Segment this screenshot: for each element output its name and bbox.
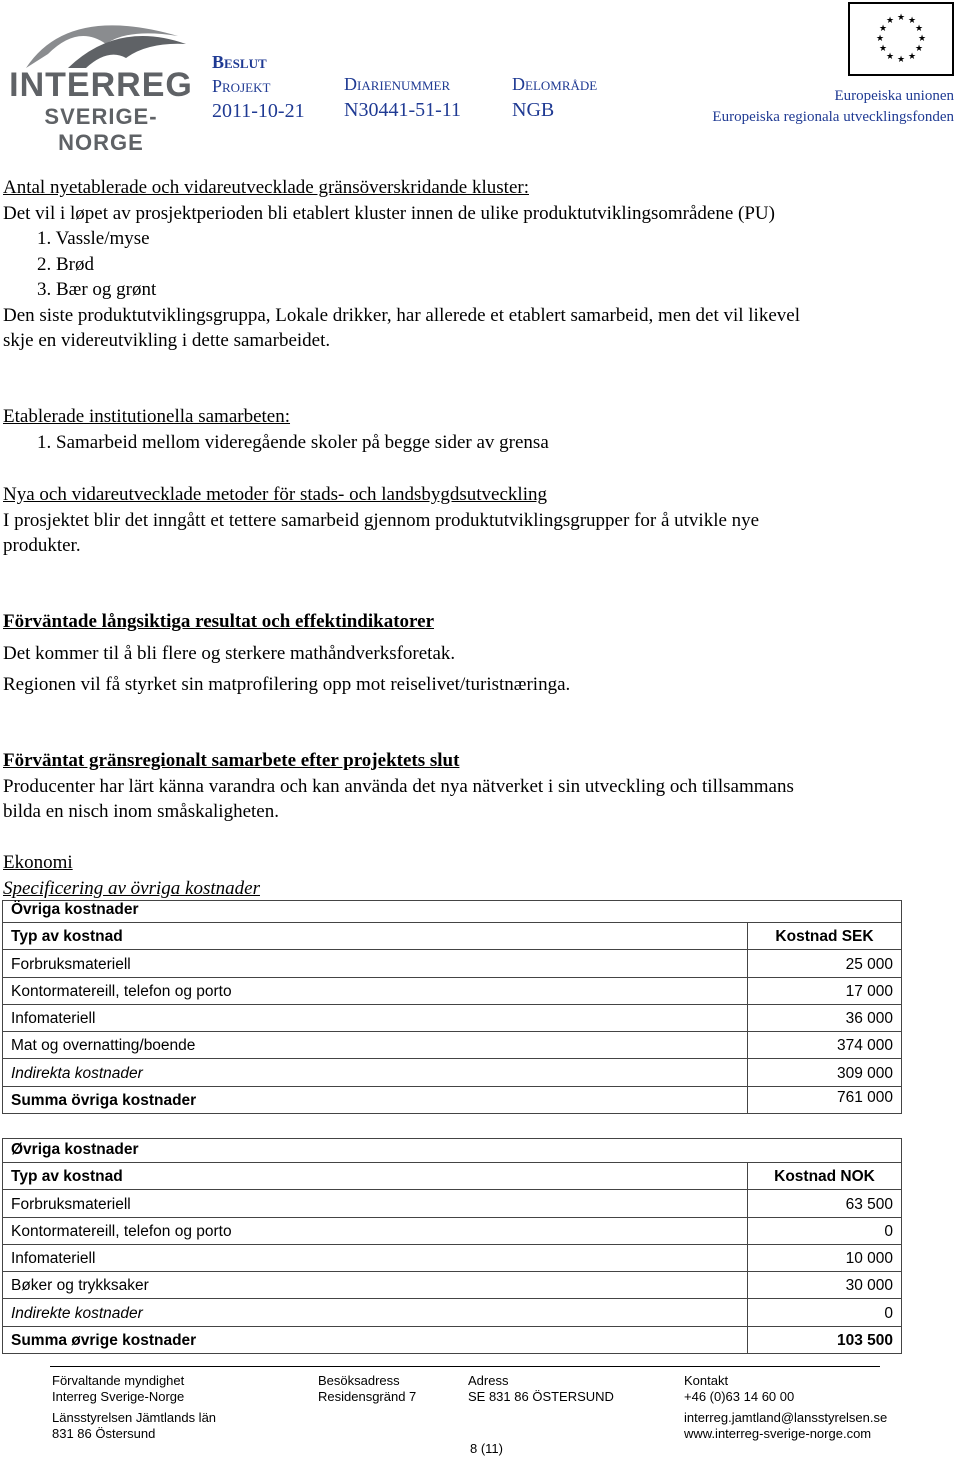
footer-besoksadress-line1: Residensgränd 7 [318,1389,417,1404]
resultat-line-1: Det kommer til å bli flere og sterkere mathåndverksforetak. [3,642,456,664]
table-title-row [3,901,902,923]
eu-text [712,86,954,128]
metoder-line-2: produkter. [3,535,81,556]
row-value: 0 [748,1299,902,1326]
svg-text:★: ★ [907,16,917,26]
table-title: Övriga kostnader [3,901,902,923]
svg-text:★: ★ [896,13,906,23]
table-row [3,1032,902,1059]
logo-text-sverige-norge: SVERIGE-NORGE [44,104,158,155]
row-value: 25 000 [748,950,902,977]
eu-line-2: Europeiska regionala utvecklingsfonden [712,109,954,125]
projekt-label: Projekt [212,76,271,96]
resultat-heading: Förväntade långsiktiga resultat och effektindikatorer [3,611,434,632]
svg-text:★: ★ [917,34,927,44]
kluster-text-1: Den siste produktutviklingsgruppa, Lokale drikker, har allerede et etablert samarbeid, men det vil likevel [3,304,800,326]
svg-text:★: ★ [914,44,924,54]
col-header-kostnad: Kostnad SEK [748,923,902,950]
svg-text:★: ★ [885,16,895,26]
footer-kontakt-phone: +46 (0)63 14 60 00 [684,1389,795,1404]
footer-kontakt-email[interactable]: interreg.jamtland@lansstyrelsen.se [684,1410,888,1425]
col-header-typ: Typ av kostnad [3,923,748,950]
svg-text:★: ★ [875,34,885,44]
svg-text:★: ★ [885,52,895,62]
table-ovriga-kostnader-nok [2,1138,902,1354]
svg-text:★: ★ [878,24,888,34]
table-row [3,1004,902,1031]
table-ovriga-kostnader-sek [2,900,902,1114]
beslut-label: Beslut [212,52,267,72]
row-label: Indirekta kostnader [3,1059,748,1086]
row-value: 30 000 [748,1272,902,1299]
delomrade-label: Delområde [512,74,598,94]
footer-kontakt-website[interactable]: www.interreg-sverige-norge.com [684,1426,872,1441]
table-row [3,1059,902,1086]
diarienummer-label: Diarienummer [344,74,451,94]
table-row [3,1217,902,1244]
date-value: 2011-10-21 [212,100,305,122]
svg-text:★: ★ [914,24,924,34]
footer-col-adress [468,1373,614,1405]
footer-col-myndighet [52,1373,216,1442]
row-label: Mat og overnatting/boende [3,1032,748,1059]
col-header-kostnad: Kostnad NOK [748,1163,902,1190]
eu-stars-icon [850,4,952,74]
row-label: Forbruksmateriell [3,1190,748,1217]
table-title: Øvriga kostnader [3,1139,902,1163]
row-value: 63 500 [748,1190,902,1217]
section-resultat [3,609,953,698]
samarbete-line-1: Producenter har lärt känna varandra och kan använda det nya nätverket i sin utveckling och tillsammans [3,775,794,797]
row-value: 0 [748,1217,902,1244]
ekonomi-subheading: Specificering av övriga kostnader [3,877,260,899]
section-ekonomi [3,850,953,901]
row-label: Bøker og trykksaker [3,1272,748,1299]
table-row [3,1299,902,1326]
interreg-logo [8,14,193,155]
table-row [3,1244,902,1271]
footer-col-besoksadress [318,1373,416,1405]
kluster-heading: Antal nyetablerade och vidareutvecklade gränsöverskridande kluster: [3,177,529,198]
samarbete-heading: Förväntat gränsregionalt samarbete efter projektets slut [3,750,460,771]
metoder-heading: Nya och vidareutvecklade metoder för stads- och landsbygdsutveckling [3,484,547,505]
sum-label: Summa övriga kostnader [3,1086,748,1113]
delomrade-value: NGB [512,99,555,121]
sum-value: 761 000 [748,1086,902,1113]
kluster-text-2: skje en videreutvikling i dette samarbeidet. [3,330,331,351]
row-label: Indirekte kostnader [3,1299,748,1326]
kluster-item-3: 3. Bær og grønt [37,279,157,300]
table-row [3,977,902,1004]
row-value: 10 000 [748,1244,902,1271]
page-number: 8 (11) [470,1441,503,1456]
footer-kontakt-label: Kontakt [684,1373,729,1388]
footer-myndighet-line1: Interreg Sverige-Norge [52,1389,185,1404]
footer-adress-line1: SE 831 86 ÖSTERSUND [468,1389,614,1404]
section-institutionella [3,404,953,455]
col-header-typ: Typ av kostnad [3,1163,748,1190]
diarienummer-value: N30441-51-11 [344,99,462,121]
svg-text:★: ★ [896,55,906,65]
header-beslut [212,50,305,124]
ekonomi-heading: Ekonomi [3,852,73,873]
footer-besoksadress-label: Besöksadress [318,1373,400,1388]
institutionella-item-1: 1. Samarbeid mellom videregående skoler på begge sider av grensa [37,431,549,453]
section-samarbete [3,748,953,825]
logo-text-interreg: INTERREG [9,66,193,104]
header-diarienummer [344,72,461,123]
row-label: Kontormatereill, telefon og porto [3,977,748,1004]
footer-myndighet-line3: 831 86 Östersund [52,1426,156,1441]
row-label: Forbruksmateriell [3,950,748,977]
header-delomrade [512,72,597,123]
row-label: Infomateriell [3,1244,748,1271]
row-label: Kontormatereill, telefon og porto [3,1217,748,1244]
metoder-line-1: I prosjektet blir det inngått et tettere samarbeid gjennom produktutviklingsgrupper for å utvikle nye [3,509,760,531]
table-sum-row [3,1086,902,1113]
kluster-item-2: 2. Brød [37,253,94,275]
table-row [3,950,902,977]
table-row [3,1272,902,1299]
row-value: 374 000 [748,1032,902,1059]
footer-adress-label: Adress [468,1373,509,1388]
kluster-item-1: 1. Vassle/myse [37,228,150,249]
footer-myndighet-label: Förvaltande myndighet [52,1373,185,1388]
section-kluster [3,175,953,354]
institutionella-heading: Etablerade institutionella samarbeten: [3,406,291,427]
table-title-row [3,1139,902,1163]
table-row [3,1190,902,1217]
sum-value: 103 500 [748,1326,902,1353]
row-value: 17 000 [748,977,902,1004]
svg-text:★: ★ [907,52,917,62]
eu-line-1: Europeiska unionen [834,88,954,104]
logo-arc-icon [8,14,194,74]
footer-myndighet-line2: Länsstyrelsen Jämtlands län [52,1410,217,1425]
kluster-intro: Det vil i løpet av prosjektperioden bli etablert kluster innen de ulike produktutviklingsområdene (PU) [3,202,775,224]
footer-divider [50,1366,880,1367]
row-value: 36 000 [748,1004,902,1031]
table-header-row [3,923,902,950]
samarbete-line-2: bilda en nisch inom småskaligheten. [3,801,279,822]
row-value: 309 000 [748,1059,902,1086]
section-metoder [3,482,953,559]
resultat-line-2: Regionen vil få styrket sin matprofilering opp mot reiselivet/turistnæringa. [3,674,571,695]
table-sum-row [3,1326,902,1353]
svg-text:★: ★ [878,44,888,54]
row-label: Infomateriell [3,1004,748,1031]
table-header-row [3,1163,902,1190]
eu-flag [848,2,954,76]
footer-col-kontakt [684,1373,887,1442]
sum-label: Summa øvrige kostnader [3,1326,748,1353]
